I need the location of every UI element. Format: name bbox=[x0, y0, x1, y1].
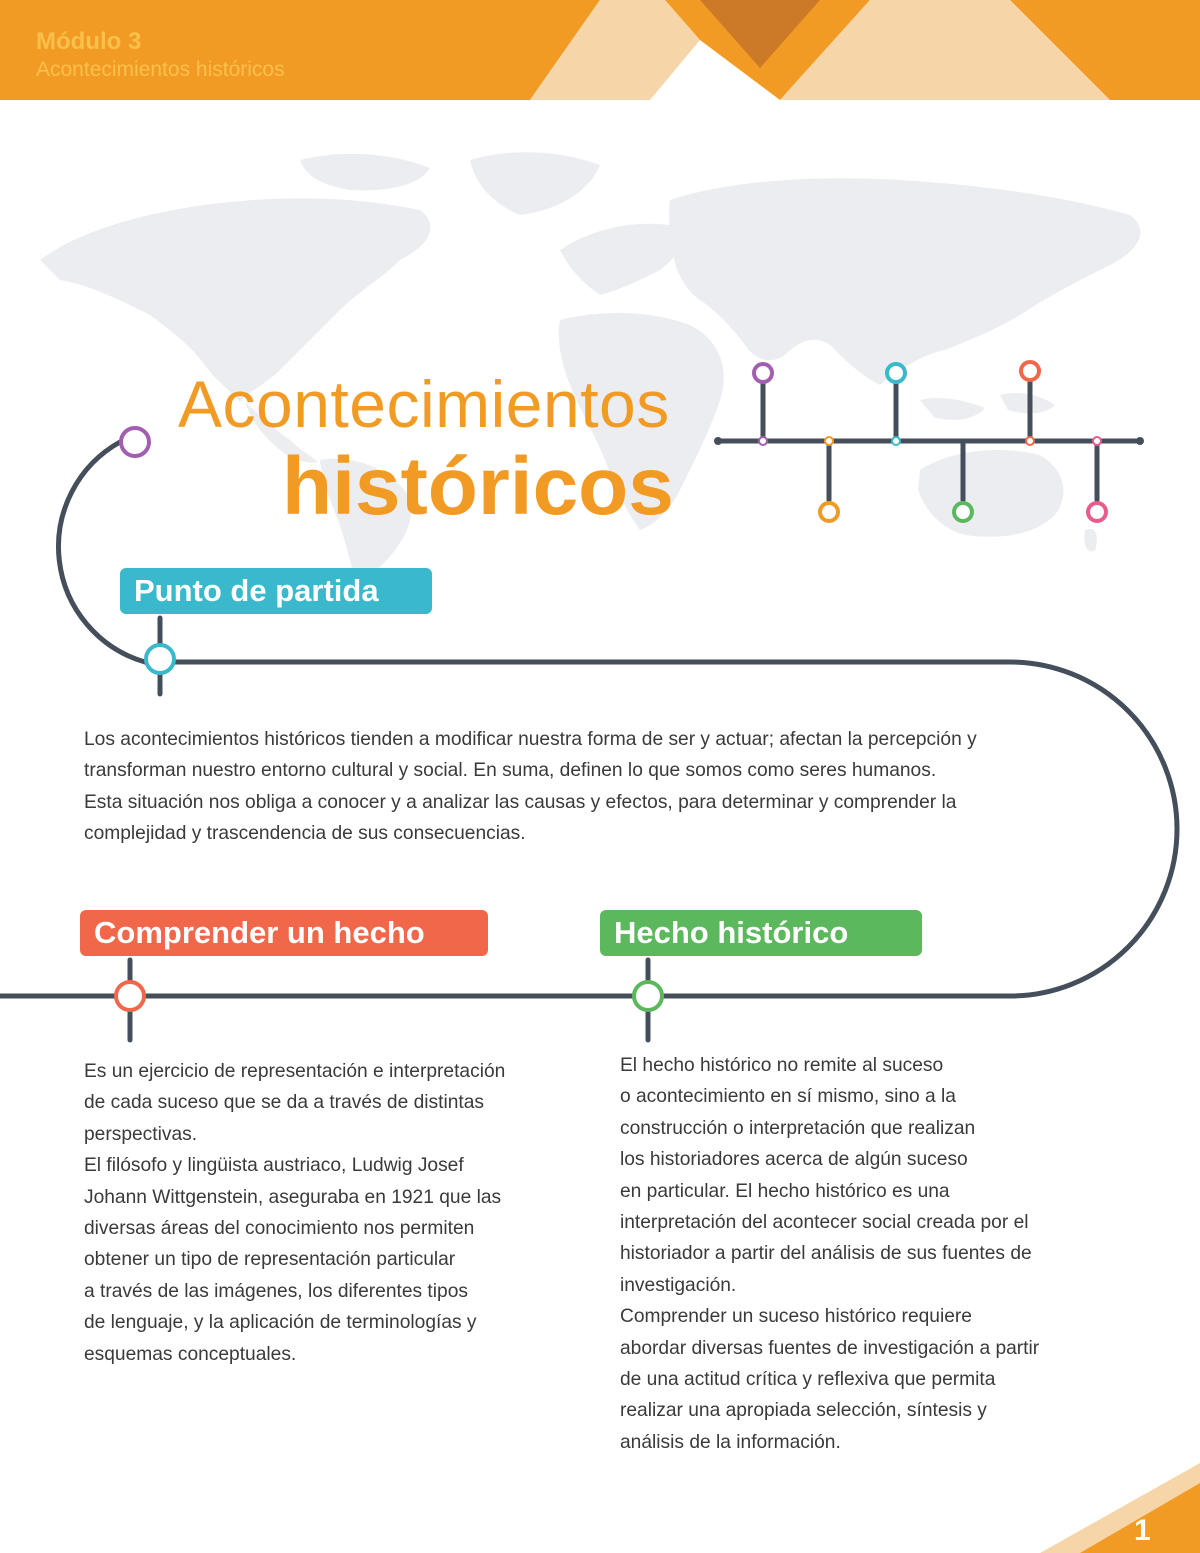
paragraph-line: análisis de la información. bbox=[620, 1431, 841, 1453]
paragraph-line: diversas áreas del conocimiento nos permiten bbox=[84, 1218, 475, 1240]
paragraph-line: interpretación del acontecer social creada por el bbox=[620, 1212, 1029, 1234]
module-subtitle: Acontecimientos históricos bbox=[36, 58, 285, 81]
section-label-punto-de-partida: Punto de partida bbox=[120, 568, 432, 614]
paragraph-line: realizar una apropiada selección, síntesis y bbox=[620, 1400, 987, 1422]
paragraph-line: en particular. El hecho histórico es una bbox=[620, 1180, 950, 1202]
paragraph-line: transforman nuestro entorno cultural y social. En suma, definen lo que somos como seres humanos. bbox=[84, 760, 937, 782]
paragraph-line: o acontecimiento en sí mismo, sino a la bbox=[620, 1086, 956, 1108]
paragraph-line: Los acontecimientos históricos tienden a modificar nuestra forma de ser y actuar; afectan la percepción y bbox=[84, 729, 977, 750]
paragraph-line: Es un ejercicio de representación e interpretación bbox=[84, 1061, 506, 1082]
paragraph-line: obtener un tipo de representación particular bbox=[84, 1249, 456, 1271]
paragraph-line: a través de las imágenes, los diferentes tipos bbox=[84, 1280, 468, 1302]
paragraph-line: complejidad y trascendencia de sus consecuencias. bbox=[84, 823, 526, 845]
paragraph-line: de cada suceso que se da a través de distintas bbox=[84, 1092, 484, 1114]
paragraph-line: Johann Wittgenstein, aseguraba en 1921 que las bbox=[84, 1186, 502, 1208]
title-line-2: históricos bbox=[282, 441, 674, 532]
paragraph-line: de una actitud crítica y reflexiva que permita bbox=[620, 1369, 996, 1391]
hecho-historico-paragraph bbox=[620, 1050, 1110, 1458]
paragraph-line: abordar diversas fuentes de investigación a partir bbox=[620, 1337, 1040, 1359]
paragraph-line: El filósofo y lingüista austriaco, Ludwig Josef bbox=[84, 1155, 464, 1177]
section-label-comprender-un-hecho: Comprender un hecho bbox=[80, 910, 488, 956]
intro-paragraph bbox=[84, 724, 1104, 850]
page-corner-decoration bbox=[1000, 1453, 1200, 1553]
paragraph-line: El hecho histórico no remite al suceso bbox=[620, 1055, 944, 1076]
paragraph-line: esquemas conceptuales. bbox=[84, 1343, 297, 1365]
section-label-hecho-historico: Hecho histórico bbox=[600, 910, 922, 956]
paragraph-line: historiador a partir del análisis de sus fuentes de bbox=[620, 1243, 1032, 1265]
paragraph-line: Esta situación nos obliga a conocer y a analizar las causas y efectos, para determinar y comprender la bbox=[84, 791, 957, 813]
header-banner bbox=[0, 0, 1200, 102]
paragraph-line: construcción o interpretación que realizan bbox=[620, 1117, 976, 1139]
paragraph-line: de lenguaje, y la aplicación de terminologías y bbox=[84, 1312, 477, 1334]
module-number: Módulo 3 bbox=[36, 28, 142, 55]
paragraph-line: perspectivas. bbox=[84, 1123, 198, 1145]
paragraph-line: los historiadores acerca de algún suceso bbox=[620, 1149, 968, 1171]
paragraph-line: investigación. bbox=[620, 1274, 737, 1296]
paragraph-line: Comprender un suceso histórico requiere bbox=[620, 1306, 972, 1328]
page-number: 1 bbox=[1134, 1514, 1151, 1547]
comprender-paragraph bbox=[84, 1056, 564, 1370]
title-line-1: Acontecimientos bbox=[178, 367, 670, 441]
